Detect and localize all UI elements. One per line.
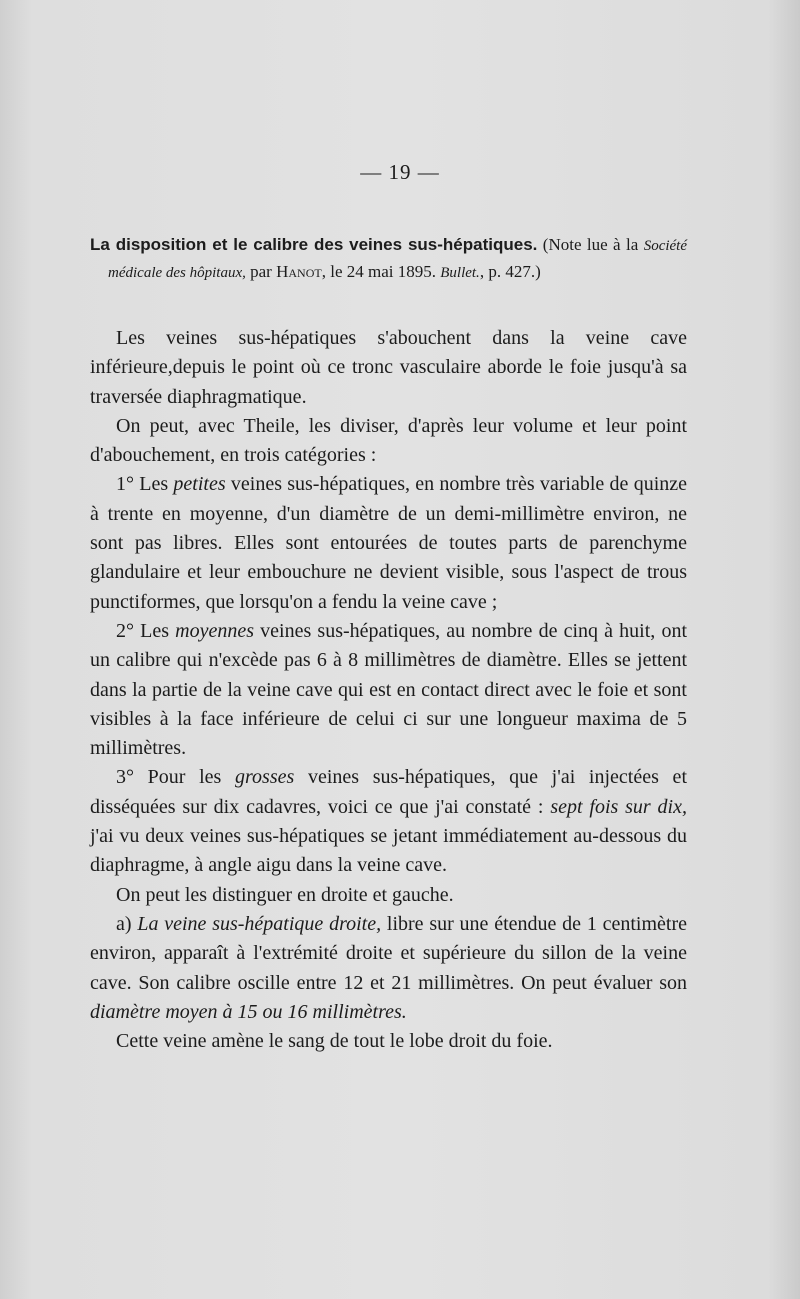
note-date: , le 24 mai 1895. [321, 262, 441, 281]
page-content [90, 232, 687, 1056]
note-bulletin: Bullet. [440, 265, 480, 281]
paragraph-4-emphasis: moyennes [175, 619, 255, 642]
paragraph-2: On peut, avec Theile, les diviser, d'après leur volume et leur point d'abouchement, en trois catégories : [90, 414, 687, 467]
paragraph-1: Les veines sus-hépatiques s'abouchent dans la veine cave inférieure,depuis le point où ce tronc vasculaire aborde le foie jusqu'à sa traversée diaphragmatique. [90, 327, 687, 408]
paragraph-7-emphasis-1: La veine sus-hépatique droite, [137, 912, 382, 935]
note-open: (Note lue à la [537, 235, 644, 254]
paragraph-7 [90, 910, 687, 1027]
paragraph-8: Cette veine amène le sang de tout le lobe droit du foie. [116, 1030, 553, 1053]
paragraph-5 [90, 763, 687, 880]
paragraph-5-rest: j'ai vu deux veines sus-hépatiques se jetant immédiatement au-dessous du diaphragme, à angle aigu dans la veine cave. [90, 825, 687, 877]
paragraph-4-start: 2° Les [116, 619, 176, 642]
page-number: — 19 — [360, 160, 440, 184]
paragraph-5-middle: veines sus-hépatiques, que j'ai injectées et disséquées sur dix cadavres, voici ce que j'ai constaté : [90, 766, 687, 818]
paragraph-5-emphasis-2: sept fois sur dix, [550, 795, 687, 818]
paragraph-3 [90, 470, 687, 616]
paragraph-6: On peut les distinguer en droite et gauche. [116, 883, 454, 906]
paragraph-7-emphasis-2: diamètre moyen à 15 ou 16 millimètres. [90, 1000, 407, 1023]
paragraph-3-start: 1° Les [116, 473, 174, 496]
paragraph-4 [90, 617, 687, 763]
bibliographic-note [90, 232, 687, 286]
note-society: Société médicale des hôpitaux, [108, 238, 687, 281]
paragraph-7-middle: libre sur une étendue de 1 centimètre environ, apparaît à l'extrémité droite et supérieure du sillon de la veine cave. Son calibre oscille entre 12 et 21 millimètres. On peut évaluer son [90, 912, 687, 994]
paragraph-5-emphasis-1: grosses [235, 766, 295, 789]
paragraph-3-emphasis: petites [173, 473, 226, 496]
note-by: par [245, 262, 277, 281]
body-text [90, 324, 687, 1056]
paragraph-5-start: 3° Pour les [116, 766, 235, 789]
note-title: La disposition et le calibre des veines sus-hépatiques. [90, 235, 538, 254]
note-author: Hanot [276, 262, 322, 281]
note-page: , p. 427.) [479, 262, 541, 281]
paragraph-3-rest: veines sus-hépatiques, en nombre très variable de quinze à trente en moyenne, d'un diamètre de un demi-millimètre environ, ne sont pas libres. Elles sont entourées de toutes parts de parenchyme glandulaire et leur embouchure ne devient visible, sous l'aspect de trous punctiformes, que lorsqu'on a fendu la veine cave ; [90, 473, 687, 613]
paragraph-7-start: a) [116, 912, 138, 935]
paragraph-4-rest: veines sus-hépatiques, au nombre de cinq à huit, ont un calibre qui n'excède pas 6 à 8 millimètres de diamètre. Elles se jettent dans la partie de la veine cave qui est en contact direct avec le foie et sont visibles à la face inférieure de celui ci sur une longueur maxima de 5 millimètres. [90, 619, 687, 760]
